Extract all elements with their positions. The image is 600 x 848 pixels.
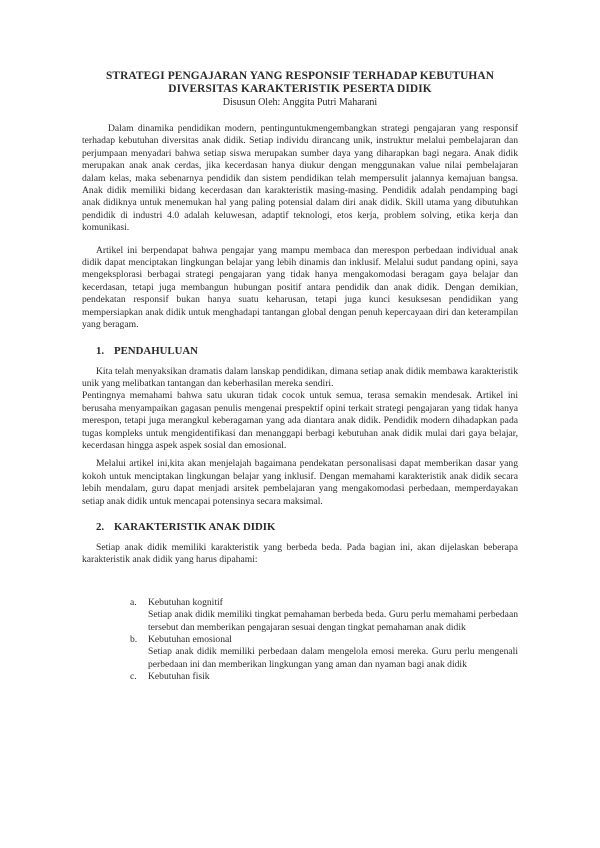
list-item-description: Setiap anak didik memiliki tingkat pemahaman berbeda beda. Guru perlu memahami perbedaan tersebut dan memberikan pengajaran sesuai dengan tingkat pemahaman anak didik	[148, 609, 518, 633]
abstract-paragraph-1: Dalam dinamika pendidikan modern, pentinguntukmengembangkan strategi pengajaran yang responsif terhadap kebutuhan diversitas anak didik. Setiap individu dirancang unik, instruktur melalui pembelajaran dan perjumpaan menyadari bahwa setiap siswa merupakan sumber daya yang diharapkan bagi negara. Anak didik merupakan anak anak cerdas, jika kecerdasan hanya diukur dengan menggunakan value nilai pembelajaran dalam kelas, maka sebenarnya pendidik dan sistem pendidikan telah mempersulit jalannya kemajuan bangsa. Anak didik memiliki bidang kecerdasan dan karakteristik masing-masing. Pendidik adalah pendamping bagi anak didiknya untuk menemukan hal yang paling potensial dalam diri anak didik. Skill utama yang dibutuhkan pendidik di industri 4.0 adalah keluwesan, adaptif teknologi, etos kerja, problem solving, etika kerja dan komunikasi.	[82, 123, 518, 234]
abstract-paragraph-2: Artikel ini berpendapat bahwa pengajar yang mampu membaca dan merespon perbedaan individual anak didik dapat menciptakan lingkungan belajar yang lebih dinamis dan inklusif. Melalui sudut pandang opini, saya mengeksplorasi berbagai strategi pengajaran yang tidak hanya mengakomodasi beragam gaya belajar dan kecerdasan, tetapi juga membangun hubungan positif antara pendidik dan anak didik. Dengan demikian, pendekatan responsif bukan hanya suatu keharusan, tetapi juga kunci kesuksesan pendidikan yang mempersiapkan anak didik untuk menghadapi tantangan global dengan penuh kepercayaan diri dan keterampilan yang beragam.	[82, 244, 518, 331]
title-line-1: STRATEGI PENGAJARAN YANG RESPONSIF TERHADAP KEBUTUHAN	[105, 70, 495, 82]
section-1-heading	[96, 344, 518, 358]
list-item-label: Kebutuhan kognitif	[148, 596, 223, 608]
list-item-description: Setiap anak didik memiliki perbedaan dalam mengelola emosi mereka. Guru perlu mengenali perbedaan ini dan memberikan lingkungan yang aman dan nyaman bagi anak didik	[148, 646, 518, 670]
title-line-2: DIVERSITAS KARAKTERISTIK PESERTA DIDIK	[168, 83, 432, 95]
list-item-label: Kebutuhan emosional	[148, 634, 232, 645]
section-2-title: KARAKTERISTIK ANAK DIDIK	[114, 520, 276, 533]
list-item	[130, 634, 518, 671]
list-item-label: Kebutuhan fisik	[148, 671, 210, 683]
section-1-paragraph-2: Pentingnya memahami bahwa satu ukuran tidak cocok untuk semua, terasa semakin mendesak. Artikel ini berusaha menyampaikan gagasan penulis mengenai prespektif opini terkait strategi pengajaran yang tidak hanya merespon, tetapi juga merangkul keberagaman yang ada diantara anak didik. Pendidik modern dihadapkan pada tugas kompleks untuk mengidentifikasi dan menanggapi berbagi kebutuhan anak didik mulai dari gaya belajar, kecerdasan hingga aspek aspek sosial dan emosional.	[82, 390, 518, 451]
list-item-letter: b.	[130, 634, 138, 645]
section-1-paragraph-1: Kita telah menyaksikan dramatis dalam lanskap pendidikan, dimana setiap anak didik membawa karakteristik unik yang melibatkan tantangan dan keberhasilan mereka sendiri.	[82, 365, 518, 389]
characteristics-list	[130, 597, 518, 684]
list-item	[130, 597, 518, 634]
list-item	[130, 671, 518, 683]
section-1-title: PENDAHULUAN	[114, 344, 198, 357]
list-item-letter: a.	[130, 596, 137, 608]
section-2-intro: Setiap anak didik memiliki karakteristik yang berbeda beda. Pada bagian ini, akan dijelaskan beberapa karakteristik anak didik yang harus dipahami:	[82, 541, 518, 566]
document-title	[82, 70, 518, 96]
section-1-paragraph-3: Melalui artikel ini,kita akan menjelajah bagaimana pendekatan personalisasi dapat memberikan dasar yang kokoh untuk menciptakan lingkungan belajar yang inklusif. Dengan memahami karakteristik anak didik secara lebih mendalam, guru dapat menjadi arsitek pembelajaran yang mengakomodasi perbedaan, memperdayakan setiap anak didik untuk mencapai potensinya secara maksimal.	[82, 458, 518, 507]
section-2-heading	[96, 520, 518, 534]
section-2-number: 2.	[96, 520, 105, 533]
list-item-letter: c.	[130, 671, 137, 683]
section-1-number: 1.	[96, 344, 105, 357]
author-line: Disusun Oleh: Anggita Putri Maharani	[222, 97, 378, 108]
